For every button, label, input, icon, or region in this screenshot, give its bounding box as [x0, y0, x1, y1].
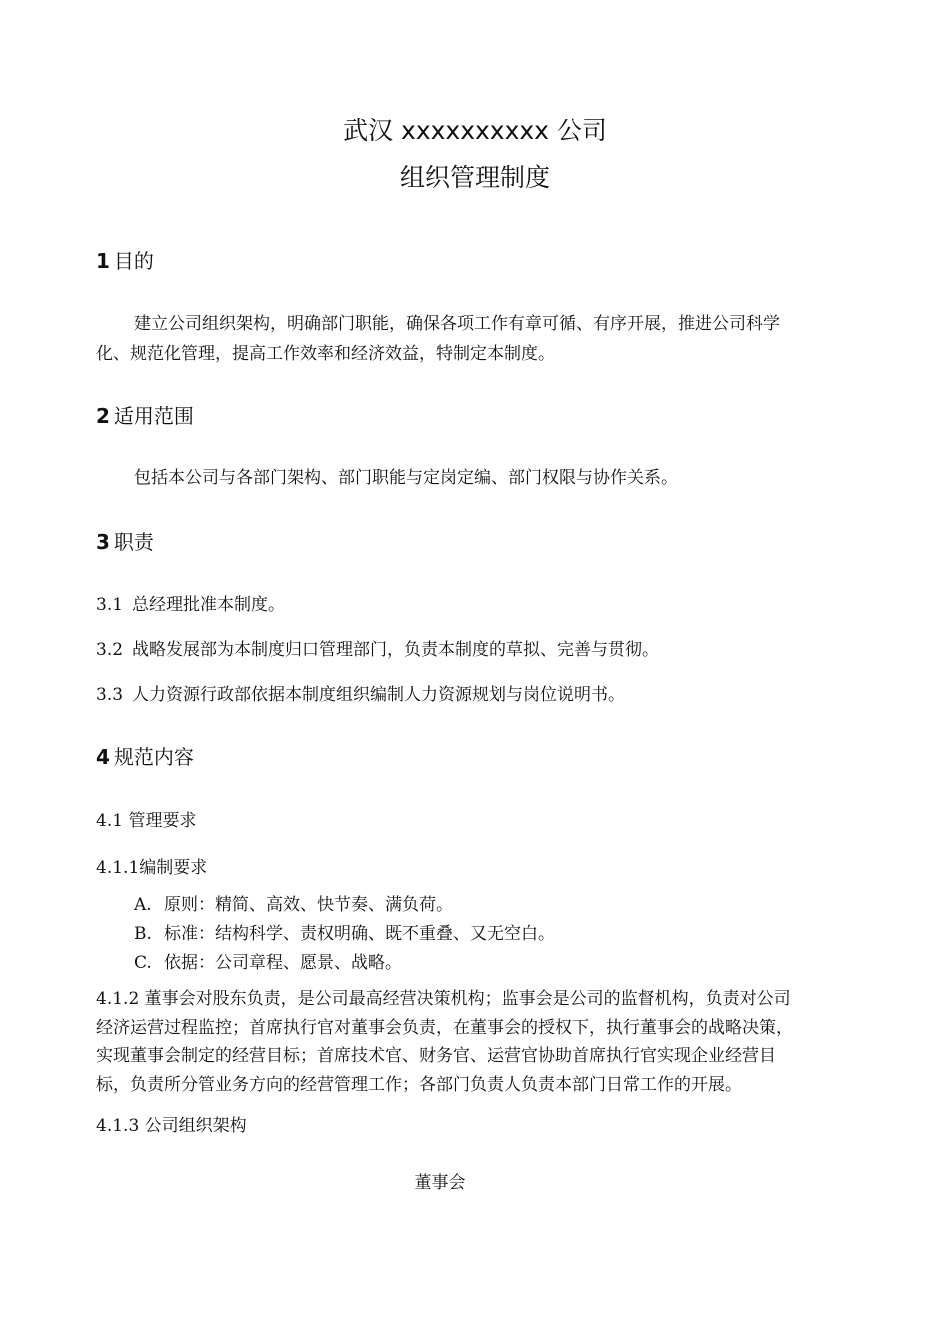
scope-text: 包括本公司与各部门架构、部门职能与定岗定编、部门权限与协作关系。 — [134, 468, 678, 488]
requirement-marker: C. — [134, 953, 152, 973]
duty-text: 战略发展部为本制度归口管理部门，负责本制度的草拟、完善与贯彻。 — [132, 640, 659, 660]
duty-number: 3.3 — [96, 685, 124, 705]
requirement-text: 标准：结构科学、责权明确、既不重叠、又无空白。 — [164, 924, 555, 944]
section-title: 职责 — [113, 530, 154, 554]
requirement-item — [134, 892, 453, 918]
section-number: 4 — [96, 745, 110, 769]
subsection-heading-org-structure: 4.1.3 公司组织架构 — [96, 1116, 247, 1136]
subsection-title: 编制要求 — [139, 858, 208, 878]
purpose-paragraph — [96, 309, 866, 369]
org-chart-node-board: 董事会 — [414, 1173, 466, 1193]
requirement-item — [134, 921, 555, 947]
document-title-company: 武汉 xxxxxxxxxx 公司 — [343, 116, 607, 145]
governance-paragraph — [96, 985, 793, 1099]
subsection-number: 4.1 — [96, 811, 124, 831]
duty-text: 人力资源行政部依据本制度组织编制人力资源规划与岗位说明书。 — [132, 685, 625, 705]
requirement-marker: A. — [134, 895, 152, 915]
governance-line: 经济运营过程监控；首席执行官对董事会负责，在董事会的授权下，执行董事会的战略决策， — [96, 1017, 793, 1038]
purpose-line-2: 化、规范化管理，提高工作效率和经济效益，特制定本制度。 — [96, 344, 555, 364]
subsection-heading-management — [96, 808, 196, 834]
section-heading-purpose — [96, 248, 154, 274]
section-number: 2 — [96, 404, 110, 428]
governance-line: 标，负责所分管业务方向的经营管理工作；各部门负责人负责本部门日常工作的开展。 — [96, 1074, 742, 1095]
requirement-text: 原则：精简、高效、快节奏、满负荷。 — [164, 895, 453, 915]
governance-line: 4.1.2 董事会对股东负责，是公司最高经营决策机构；监事会是公司的监督机构，负责对公司 — [96, 989, 791, 1009]
requirement-text: 依据：公司章程、愿景、战略。 — [164, 953, 402, 973]
requirement-item — [134, 950, 402, 976]
governance-line: 实现董事会制定的经营目标；首席技术官、财务官、运营官协助首席执行官实现企业经营目 — [96, 1046, 776, 1066]
duty-number: 3.1 — [96, 595, 124, 615]
subsection-heading-requirements — [96, 855, 207, 881]
section-title: 目的 — [113, 249, 154, 273]
subsection-title: 管理要求 — [128, 811, 197, 831]
section-heading-duties — [96, 529, 154, 555]
duty-item — [96, 680, 625, 710]
subsection-number: 4.1.1 — [96, 858, 140, 878]
section-heading-scope — [96, 403, 194, 429]
duty-text: 总经理批准本制度。 — [132, 595, 285, 615]
duty-item — [96, 635, 659, 665]
section-heading-content — [96, 744, 194, 770]
duty-item — [96, 590, 285, 620]
requirement-marker: B. — [134, 924, 152, 944]
document-title: 组织管理制度 — [399, 163, 550, 192]
section-title: 适用范围 — [113, 404, 194, 428]
section-number: 3 — [96, 530, 110, 554]
purpose-line-1: 建立公司组织架构，明确部门职能，确保各项工作有章可循、有序开展，推进公司科学 — [134, 314, 780, 334]
section-title: 规范内容 — [113, 745, 194, 769]
duty-number: 3.2 — [96, 640, 124, 660]
scope-paragraph — [96, 463, 866, 493]
section-number: 1 — [96, 249, 110, 273]
